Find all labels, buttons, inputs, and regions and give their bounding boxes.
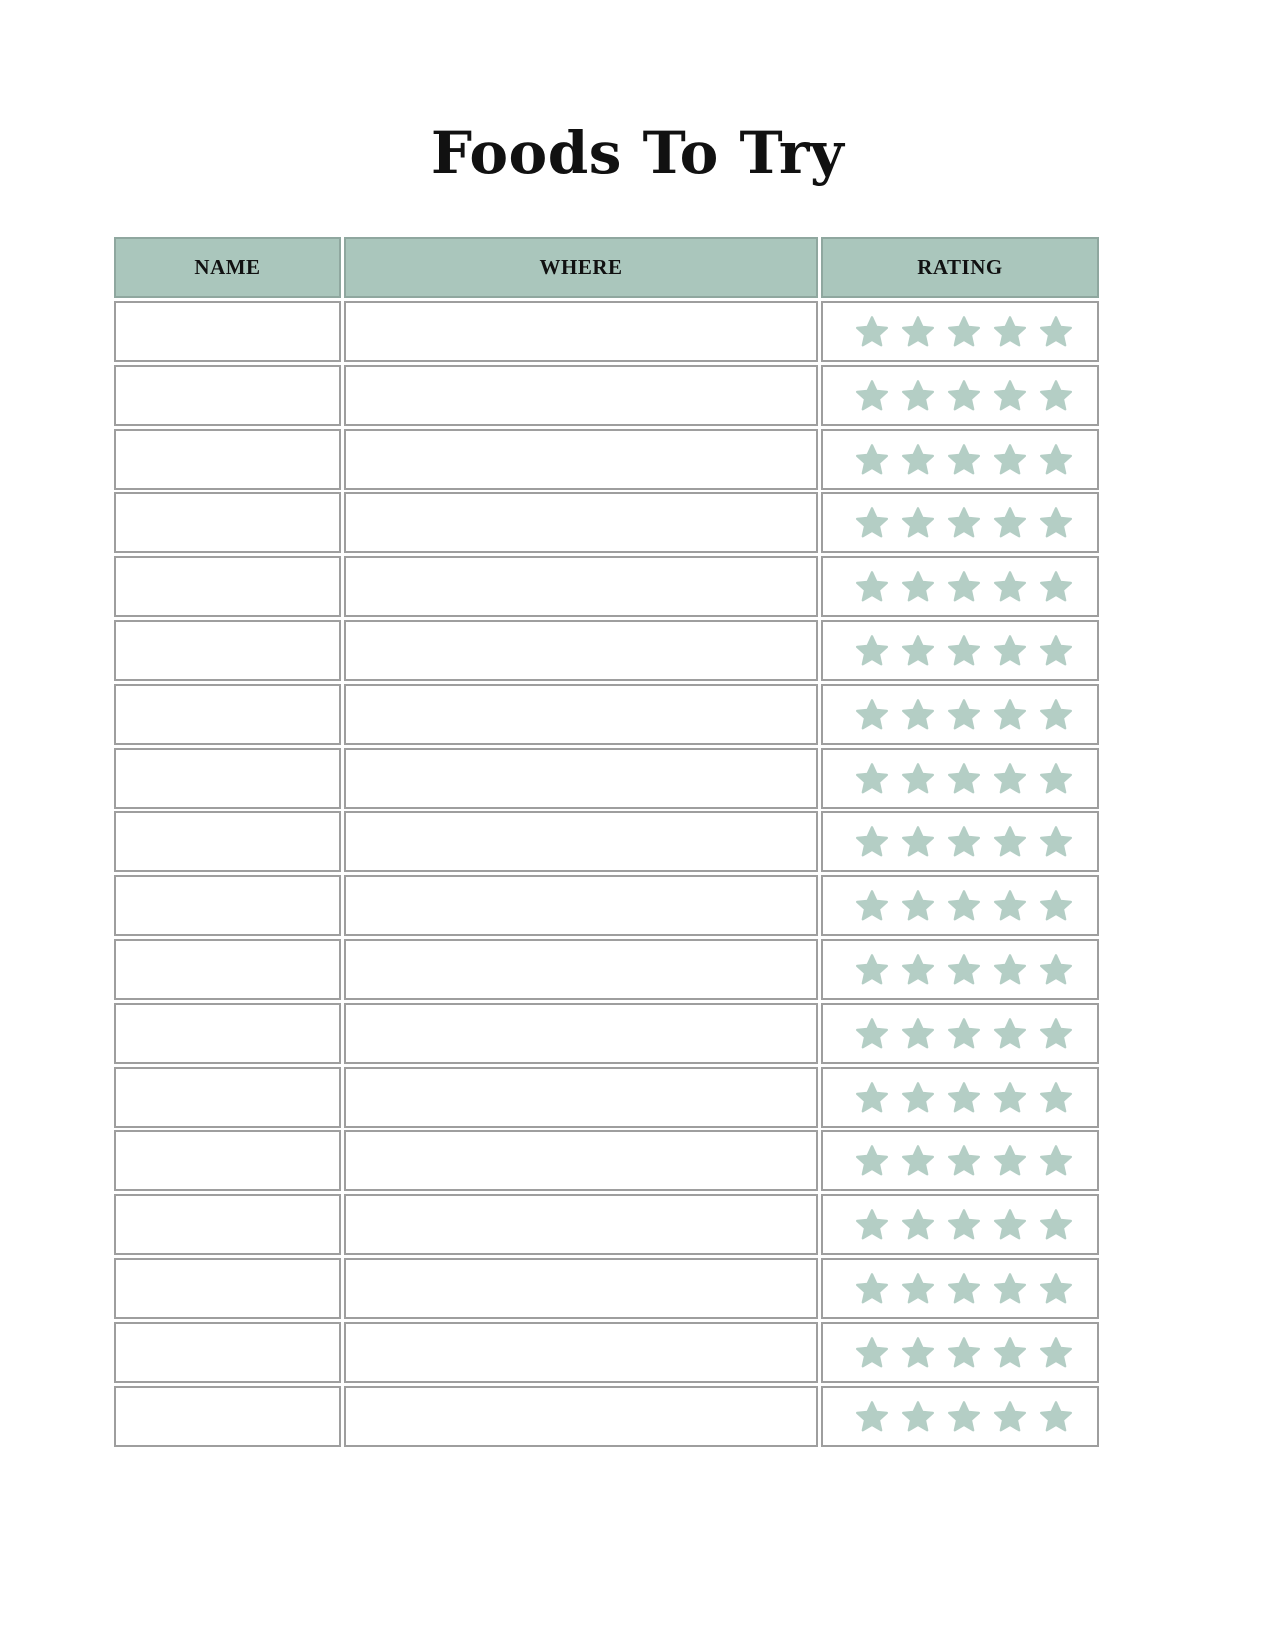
star-icon[interactable]: [855, 1017, 889, 1051]
where-cell[interactable]: [344, 1194, 818, 1255]
star-icon[interactable]: [947, 1400, 981, 1434]
star-icon[interactable]: [1039, 1081, 1073, 1115]
star-icon[interactable]: [901, 506, 935, 540]
star-icon[interactable]: [993, 1081, 1027, 1115]
where-cell[interactable]: [344, 1130, 818, 1191]
star-icon[interactable]: [855, 1208, 889, 1242]
where-cell[interactable]: [344, 1003, 818, 1064]
star-icon[interactable]: [1039, 1208, 1073, 1242]
star-icon[interactable]: [855, 762, 889, 796]
star-icon[interactable]: [901, 443, 935, 477]
star-icon[interactable]: [901, 889, 935, 923]
name-cell[interactable]: [114, 1386, 341, 1447]
star-icon[interactable]: [947, 1144, 981, 1178]
name-cell[interactable]: [114, 556, 341, 617]
name-cell[interactable]: [114, 684, 341, 745]
star-icon[interactable]: [1039, 825, 1073, 859]
star-icon[interactable]: [855, 443, 889, 477]
rating-cell: [821, 1194, 1099, 1255]
header-name-label: NAME: [194, 255, 261, 279]
star-icon[interactable]: [901, 634, 935, 668]
star-icon[interactable]: [855, 634, 889, 668]
star-icon[interactable]: [1039, 379, 1073, 413]
star-icon[interactable]: [855, 1400, 889, 1434]
rating-cell: [821, 684, 1099, 745]
star-icon[interactable]: [901, 1208, 935, 1242]
star-icon[interactable]: [855, 1336, 889, 1370]
star-icon[interactable]: [947, 315, 981, 349]
star-icon[interactable]: [901, 1144, 935, 1178]
star-icon[interactable]: [1039, 315, 1073, 349]
star-icon[interactable]: [993, 762, 1027, 796]
star-icon[interactable]: [947, 1208, 981, 1242]
rating-cell: [821, 556, 1099, 617]
star-icon[interactable]: [901, 762, 935, 796]
star-icon[interactable]: [901, 315, 935, 349]
where-cell[interactable]: [344, 620, 818, 681]
star-icon[interactable]: [855, 506, 889, 540]
star-icon[interactable]: [993, 1017, 1027, 1051]
name-cell[interactable]: [114, 875, 341, 936]
star-icon[interactable]: [1039, 634, 1073, 668]
rating-cell: [821, 748, 1099, 809]
name-cell[interactable]: [114, 1003, 341, 1064]
star-icon[interactable]: [993, 315, 1027, 349]
name-cell[interactable]: [114, 620, 341, 681]
star-icon[interactable]: [855, 1144, 889, 1178]
star-icon[interactable]: [947, 1272, 981, 1306]
rating-cell: [821, 1322, 1099, 1383]
name-cell[interactable]: [114, 1067, 341, 1128]
header-where: [344, 237, 818, 298]
header-rating-label: RATING: [917, 255, 1003, 279]
where-cell[interactable]: [344, 492, 818, 553]
star-icon[interactable]: [1039, 1400, 1073, 1434]
rating-cell: [821, 492, 1099, 553]
name-cell[interactable]: [114, 939, 341, 1000]
star-icon[interactable]: [1039, 1272, 1073, 1306]
star-icon[interactable]: [993, 506, 1027, 540]
name-cell[interactable]: [114, 1258, 341, 1319]
star-icon[interactable]: [993, 634, 1027, 668]
where-cell[interactable]: [344, 1067, 818, 1128]
where-cell[interactable]: [344, 939, 818, 1000]
rating-cell: [821, 1258, 1099, 1319]
star-icon[interactable]: [947, 1336, 981, 1370]
star-icon[interactable]: [1039, 1336, 1073, 1370]
where-cell[interactable]: [344, 1322, 818, 1383]
rating-cell: [821, 939, 1099, 1000]
rating-cell: [821, 811, 1099, 872]
name-cell[interactable]: [114, 301, 341, 362]
star-icon[interactable]: [901, 570, 935, 604]
star-icon[interactable]: [855, 1272, 889, 1306]
header-rating: [821, 237, 1099, 298]
rating-cell: [821, 1386, 1099, 1447]
where-cell[interactable]: [344, 1386, 818, 1447]
star-icon[interactable]: [1039, 1144, 1073, 1178]
star-icon[interactable]: [1039, 570, 1073, 604]
star-icon[interactable]: [1039, 889, 1073, 923]
name-cell[interactable]: [114, 1194, 341, 1255]
name-cell[interactable]: [114, 429, 341, 490]
star-icon[interactable]: [993, 1400, 1027, 1434]
where-cell[interactable]: [344, 684, 818, 745]
rating-cell: [821, 1067, 1099, 1128]
star-icon[interactable]: [947, 443, 981, 477]
name-cell[interactable]: [114, 1322, 341, 1383]
star-icon[interactable]: [993, 889, 1027, 923]
star-icon[interactable]: [1039, 698, 1073, 732]
rating-cell: [821, 365, 1099, 426]
star-icon[interactable]: [901, 1336, 935, 1370]
name-cell[interactable]: [114, 365, 341, 426]
star-icon[interactable]: [947, 634, 981, 668]
rating-cell: [821, 429, 1099, 490]
name-cell[interactable]: [114, 811, 341, 872]
star-icon[interactable]: [993, 1144, 1027, 1178]
star-icon[interactable]: [993, 1272, 1027, 1306]
star-icon[interactable]: [947, 506, 981, 540]
where-cell[interactable]: [344, 301, 818, 362]
where-cell[interactable]: [344, 556, 818, 617]
header-name: [114, 237, 341, 298]
rating-cell: [821, 1130, 1099, 1191]
star-icon[interactable]: [947, 570, 981, 604]
name-cell[interactable]: [114, 492, 341, 553]
star-icon[interactable]: [855, 889, 889, 923]
where-cell[interactable]: [344, 429, 818, 490]
star-icon[interactable]: [1039, 443, 1073, 477]
star-icon[interactable]: [901, 825, 935, 859]
where-cell[interactable]: [344, 811, 818, 872]
star-icon[interactable]: [947, 762, 981, 796]
star-icon[interactable]: [947, 825, 981, 859]
rating-cell: [821, 1003, 1099, 1064]
star-icon[interactable]: [993, 1336, 1027, 1370]
star-icon[interactable]: [1039, 1017, 1073, 1051]
star-icon[interactable]: [993, 443, 1027, 477]
header-where-label: WHERE: [539, 255, 623, 279]
star-icon[interactable]: [993, 379, 1027, 413]
star-icon[interactable]: [901, 1081, 935, 1115]
star-icon[interactable]: [947, 889, 981, 923]
star-icon[interactable]: [855, 698, 889, 732]
star-icon[interactable]: [947, 1081, 981, 1115]
star-icon[interactable]: [1039, 953, 1073, 987]
where-cell[interactable]: [344, 748, 818, 809]
star-icon[interactable]: [947, 698, 981, 732]
star-icon[interactable]: [1039, 762, 1073, 796]
star-icon[interactable]: [993, 570, 1027, 604]
star-icon[interactable]: [901, 1272, 935, 1306]
name-cell[interactable]: [114, 1130, 341, 1191]
star-icon[interactable]: [993, 825, 1027, 859]
star-icon[interactable]: [1039, 506, 1073, 540]
star-icon[interactable]: [901, 1400, 935, 1434]
star-icon[interactable]: [993, 953, 1027, 987]
star-icon[interactable]: [855, 570, 889, 604]
rating-cell: [821, 620, 1099, 681]
star-icon[interactable]: [901, 698, 935, 732]
star-icon[interactable]: [947, 1017, 981, 1051]
star-icon[interactable]: [947, 379, 981, 413]
star-icon[interactable]: [901, 1017, 935, 1051]
star-icon[interactable]: [855, 1081, 889, 1115]
where-cell[interactable]: [344, 1258, 818, 1319]
page-title: Foods To Try: [430, 119, 845, 187]
rating-cell: [821, 301, 1099, 362]
star-icon[interactable]: [855, 379, 889, 413]
name-cell[interactable]: [114, 748, 341, 809]
where-cell[interactable]: [344, 875, 818, 936]
star-icon[interactable]: [855, 315, 889, 349]
star-icon[interactable]: [947, 953, 981, 987]
star-icon[interactable]: [901, 379, 935, 413]
star-icon[interactable]: [855, 953, 889, 987]
star-icon[interactable]: [993, 1208, 1027, 1242]
where-cell[interactable]: [344, 365, 818, 426]
star-icon[interactable]: [855, 825, 889, 859]
star-icon[interactable]: [901, 953, 935, 987]
rating-cell: [821, 875, 1099, 936]
star-icon[interactable]: [993, 698, 1027, 732]
